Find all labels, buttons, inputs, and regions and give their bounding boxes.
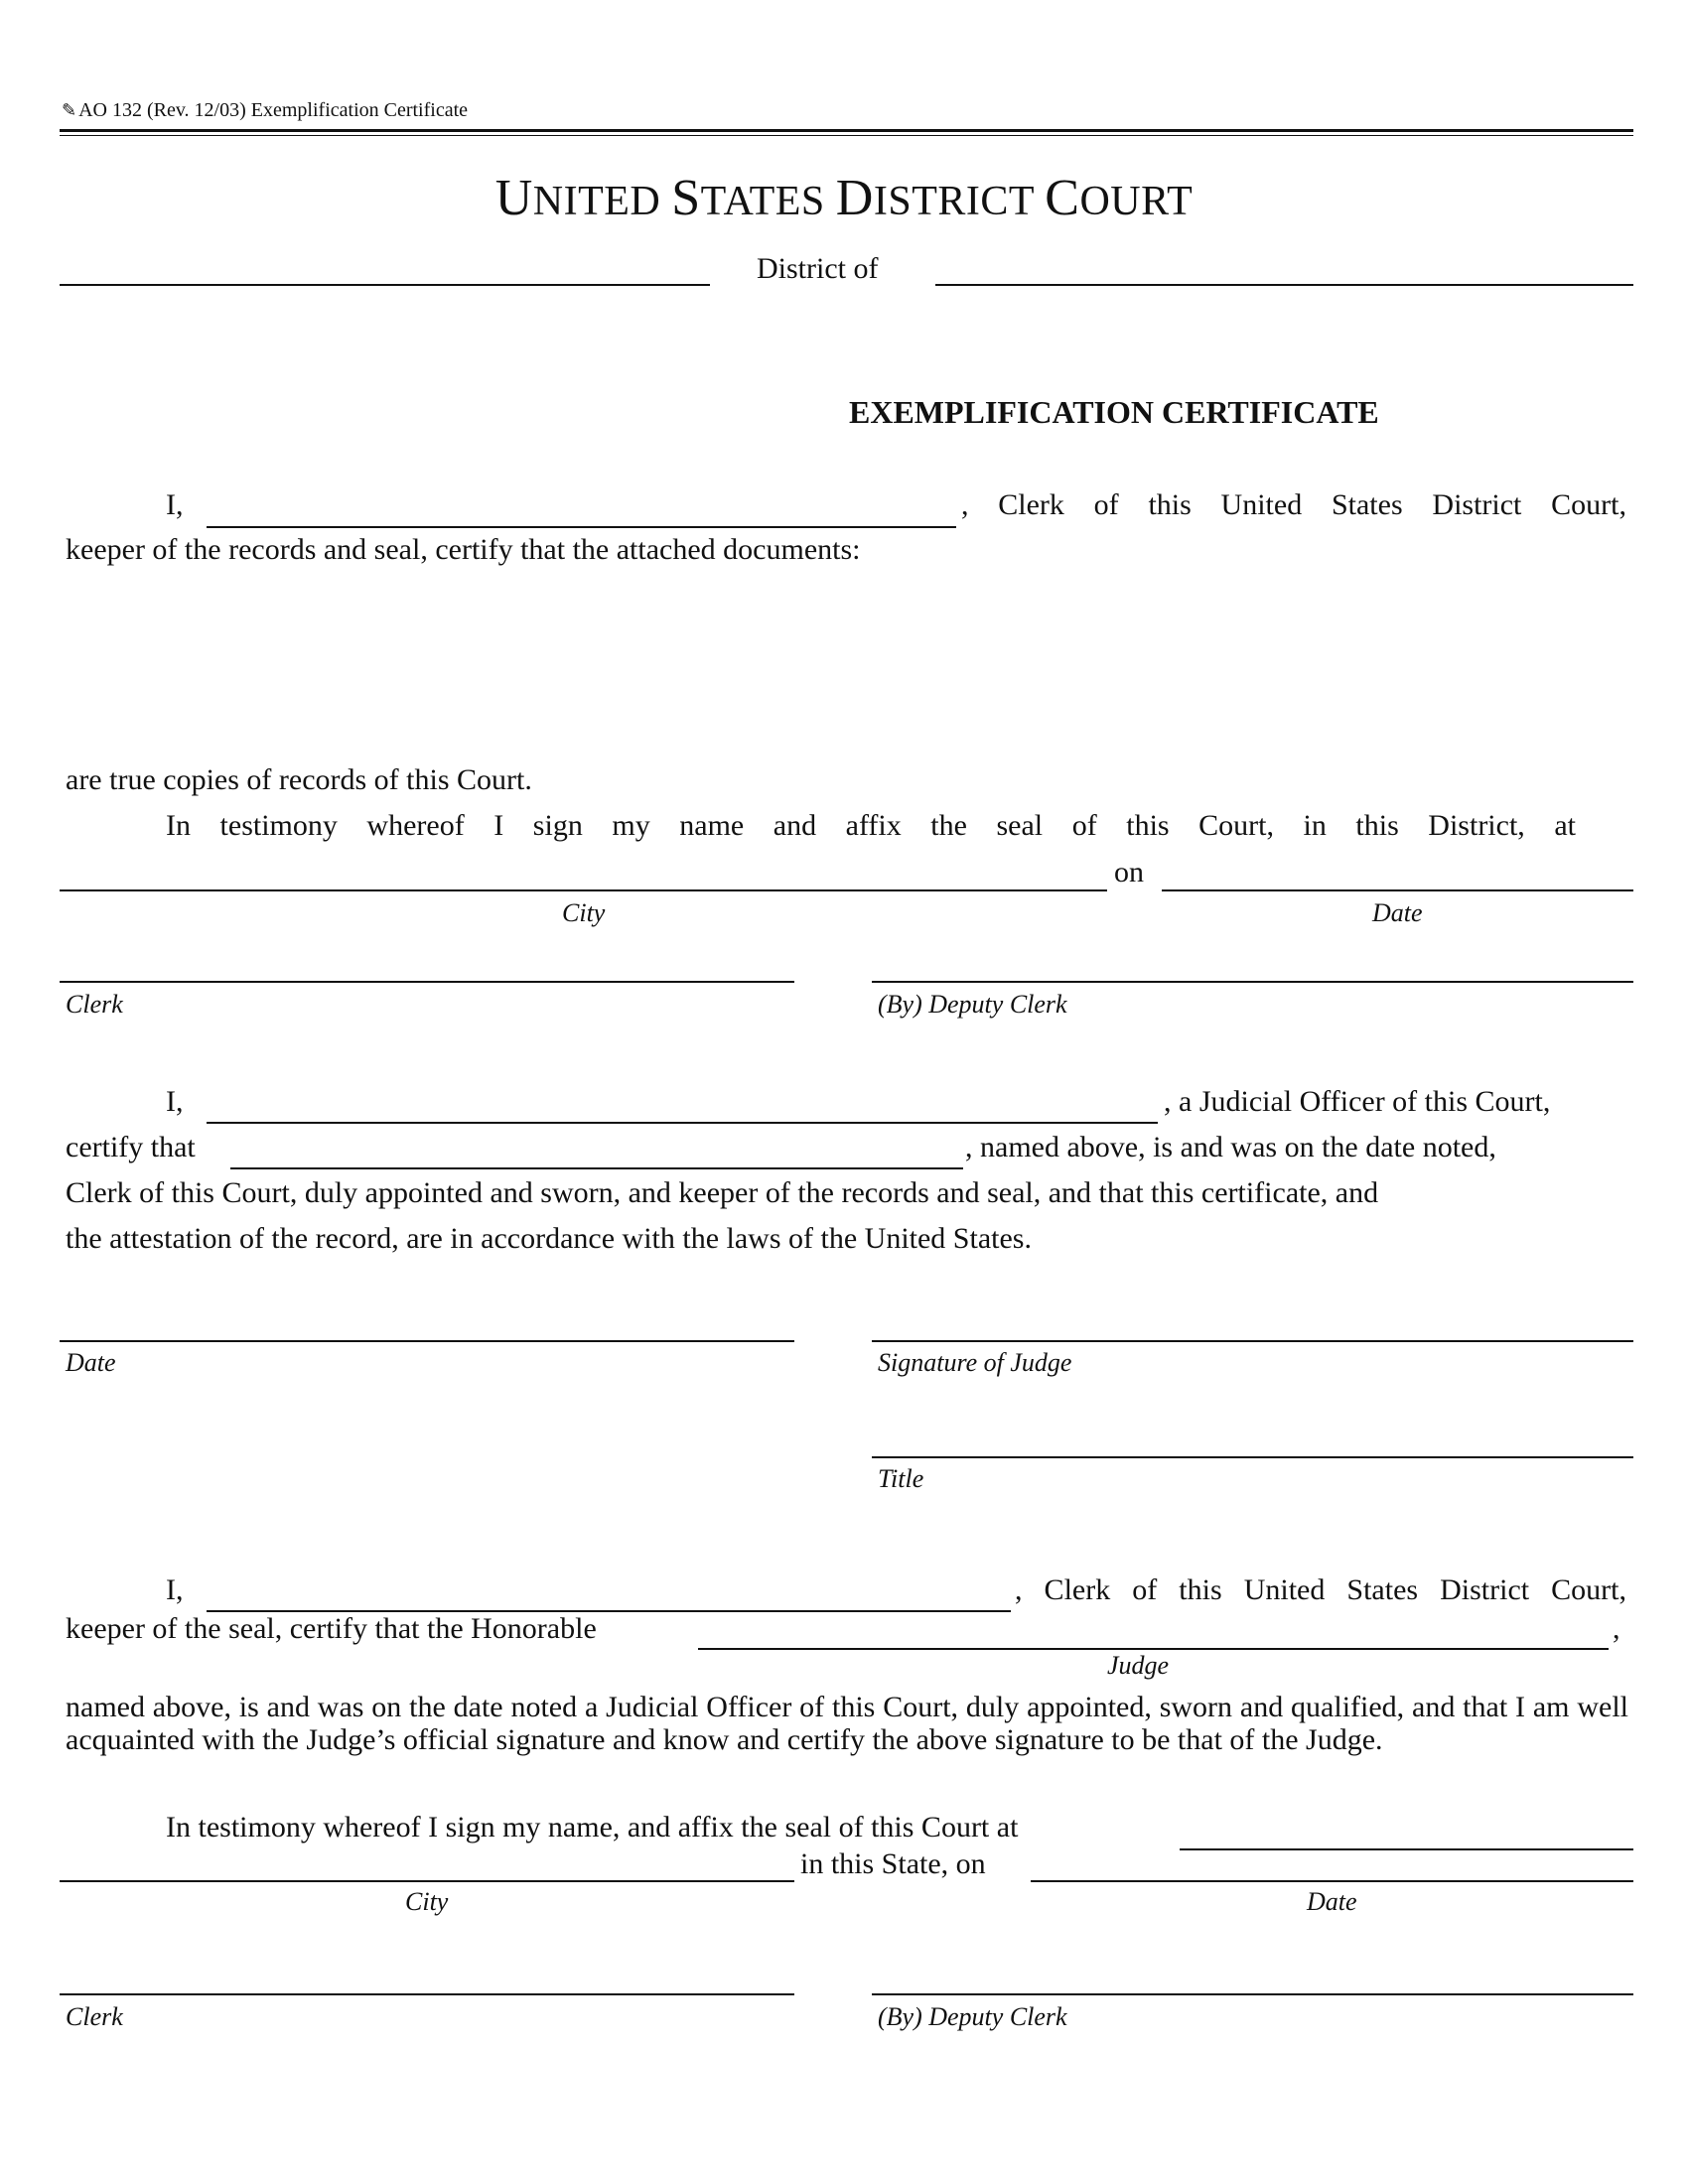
s1-testimony: In testimony whereof I sign my name and affix the seal of this Court, in this District, at: [166, 809, 1576, 842]
court-title: [0, 169, 1688, 227]
header-rule-thick: [60, 129, 1633, 132]
s3-deputy-label: (By) Deputy Clerk: [878, 2002, 1067, 2031]
s3-date-field[interactable]: [1031, 1850, 1633, 1882]
court-title-small: ISTRICT: [873, 179, 1046, 224]
s1-date-label: Date: [1372, 898, 1423, 927]
s3-paragraph: named above, is and was on the date noted a Judicial Officer of this Court, duly appointed, sworn and qualified, and that I am well acquainted with the Judge’s official signature and know and certify the above signature to be that of the Judge.: [66, 1691, 1628, 1756]
court-title-small: TATES: [700, 179, 836, 224]
court-title-cap: D: [835, 170, 874, 226]
header-rule-thin: [60, 135, 1633, 136]
s3-clerk-name-field[interactable]: [207, 1580, 1011, 1612]
form-id-text: AO 132 (Rev. 12/03) Exemplification Certificate: [78, 99, 469, 121]
s3-city-field[interactable]: [60, 1850, 794, 1882]
s1-i-label: I,: [166, 488, 184, 521]
s3-comma: ,: [1613, 1612, 1620, 1645]
district-name-field[interactable]: [935, 254, 1633, 286]
s1-true-copies: are true copies of records of this Court.: [66, 763, 532, 796]
s2-date-label: Date: [66, 1348, 116, 1377]
s2-certify-that: certify that: [66, 1131, 196, 1163]
pen-icon: ✎: [62, 100, 77, 120]
s2-line3: Clerk of this Court, duly appointed and sworn, and keeper of the records and seal, and that this certificate, and: [66, 1176, 1379, 1209]
s3-clerk-signature-field[interactable]: [60, 1964, 794, 1995]
s3-testimony: In testimony whereof I sign my name, and affix the seal of this Court at: [166, 1811, 1019, 1843]
s1-keeper-text: keeper of the records and seal, certify that the attached documents:: [66, 533, 861, 566]
s2-line4: the attestation of the record, are in accordance with the laws of the United States.: [66, 1222, 1032, 1255]
s1-city-label: City: [562, 898, 606, 927]
s3-deputy-signature-field[interactable]: [872, 1964, 1633, 1995]
s3-clerk-text: , Clerk of this United States District Court,: [1015, 1573, 1626, 1606]
s2-title-label: Title: [878, 1464, 924, 1493]
s2-signature-label: Signature of Judge: [878, 1348, 1072, 1377]
s2-judge-signature-field[interactable]: [872, 1310, 1633, 1342]
s1-city-field[interactable]: [60, 860, 1107, 891]
court-title-cap: C: [1045, 170, 1080, 226]
s2-judicial-officer-field[interactable]: [207, 1092, 1158, 1124]
s3-in-state: in this State, on: [800, 1847, 986, 1880]
court-title-small: NITED: [532, 179, 672, 224]
court-title-small: OURT: [1079, 179, 1194, 224]
s2-date-field[interactable]: [60, 1310, 794, 1342]
district-left-field[interactable]: [60, 254, 710, 286]
s2-title-field[interactable]: [872, 1427, 1633, 1458]
district-label: District of: [757, 252, 879, 285]
s1-on-label: on: [1114, 856, 1144, 888]
s2-judicial-text: , a Judicial Officer of this Court,: [1164, 1085, 1551, 1118]
s2-i-label: I,: [166, 1085, 184, 1118]
s3-clerk-label: Clerk: [66, 2002, 123, 2031]
s3-judge-label: Judge: [1107, 1651, 1170, 1680]
s1-clerk-signature-field[interactable]: [60, 951, 794, 983]
s3-location-field[interactable]: [1180, 1819, 1633, 1850]
s3-keeper-seal: keeper of the seal, certify that the Honorable: [66, 1612, 597, 1645]
s2-named-above: , named above, is and was on the date noted,: [965, 1131, 1496, 1163]
s3-date-label: Date: [1307, 1887, 1357, 1916]
s3-i-label: I,: [166, 1573, 184, 1606]
s3-judge-name-field[interactable]: [698, 1618, 1609, 1650]
form-identifier: [62, 99, 468, 122]
court-title-cap: U: [494, 170, 533, 226]
s1-clerk-text: , Clerk of this United States District Court,: [961, 488, 1626, 521]
s1-clerk-label: Clerk: [66, 990, 123, 1019]
certificate-title: EXEMPLIFICATION CERTIFICATE: [849, 394, 1379, 430]
s1-clerk-name-field[interactable]: [207, 496, 956, 528]
court-title-cap: S: [671, 170, 701, 226]
s1-deputy-signature-field[interactable]: [872, 951, 1633, 983]
s3-city-label: City: [405, 1887, 449, 1916]
s1-date-field[interactable]: [1162, 860, 1633, 891]
s1-deputy-label: (By) Deputy Clerk: [878, 990, 1067, 1019]
s2-clerk-name-field[interactable]: [230, 1138, 963, 1169]
